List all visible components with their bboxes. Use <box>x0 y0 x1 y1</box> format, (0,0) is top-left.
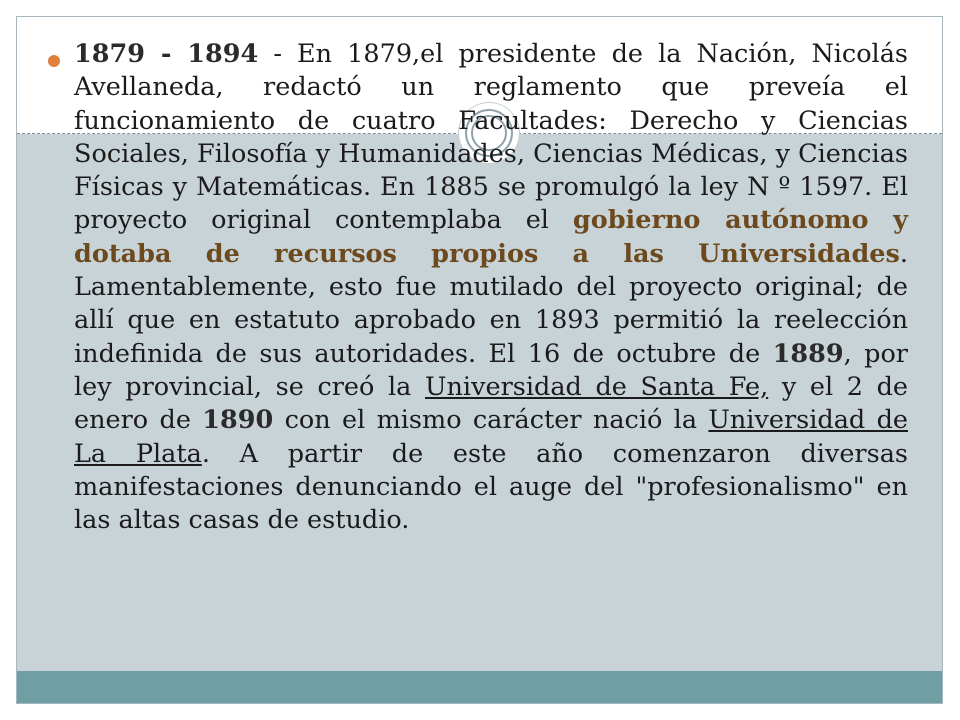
text-segment: - En 1879,el presidente de la Nación, Nicolás Avellaneda, redactó un reglamento que preveía el funcionamiento de cuatro Facultades: Derecho y Ciencias Sociales, Filosofía y Humanidades, Ciencias Médicas, y Ciencias Físicas y Matemáticas. En 1885 se promulgó la ley N º 1597. El proyecto original contemplaba el <box>74 39 908 236</box>
year-range: 1879 - 1894 <box>74 39 259 69</box>
link-universidad-la-plata[interactable]: Universidad de La Plata <box>74 405 908 469</box>
link-universidad-santa-fe[interactable]: Universidad de Santa Fe, <box>425 371 769 402</box>
slide-paragraph <box>74 38 908 537</box>
text-segment: . Lamentablemente, esto fue mutilado del proyecto original; de allí que en estatuto aprobado en 1893 permitió la reelección indefinida de sus autoridades. El 16 de octubre de <box>74 238 908 369</box>
text-segment: . A partir de este año comenzaron diversas manifestaciones denunciando el auge del "profesionalismo" en las altas casas de estudio. <box>74 438 908 536</box>
year-1889: 1889 <box>772 338 844 369</box>
text-segment: , por ley provincial, se creó la <box>74 338 908 402</box>
text-segment: y el 2 de enero de <box>74 371 908 436</box>
bullet-icon <box>48 55 60 67</box>
emphasis-text: gobierno autónomo y dotaba de recursos propios a las Universidades <box>74 205 909 269</box>
text-segment: con el mismo carácter nació la <box>273 405 709 436</box>
year-1890: 1890 <box>202 405 274 436</box>
footer-band <box>17 671 942 703</box>
